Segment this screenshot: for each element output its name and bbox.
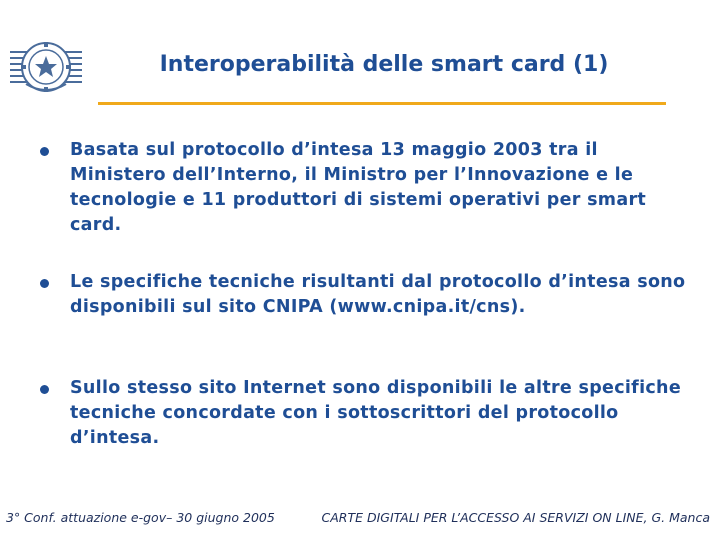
bullet-text: Sullo stesso sito Internet sono disponibili le altre specifiche tecniche concordate con i sottoscrittori del protocollo d’intesa. [70, 378, 681, 448]
bullet-text: Le specifiche tecniche risultanti dal protocollo d’intesa sono disponibili sul sito CNIPA (www.cnipa.it/cns). [70, 272, 686, 317]
italian-republic-emblem-icon [8, 30, 84, 106]
footer-presentation-title: CARTE DIGITALI PER L’ACCESSO AI SERVIZI ON LINE, G. Manca [321, 510, 710, 525]
bullet-text: Basata sul protocollo d’intesa 13 maggio 2003 tra il Ministero dell’Interno, il Ministro per l’Innovazione e le tecnologie e 11 produttori di sistemi operativi per smart card. [70, 140, 647, 235]
bullet-item [40, 376, 690, 451]
bullet-dot-icon [40, 279, 49, 288]
title-underline [98, 102, 666, 105]
bullet-dot-icon [40, 385, 49, 394]
footer-conference: 3° Conf. attuazione e-gov– 30 giugno 2005 [6, 510, 275, 525]
bullet-item [40, 138, 690, 238]
bullet-item [40, 270, 690, 320]
bullet-dot-icon [40, 147, 49, 156]
slide-title: Interoperabilità delle smart card (1) [159, 52, 609, 77]
